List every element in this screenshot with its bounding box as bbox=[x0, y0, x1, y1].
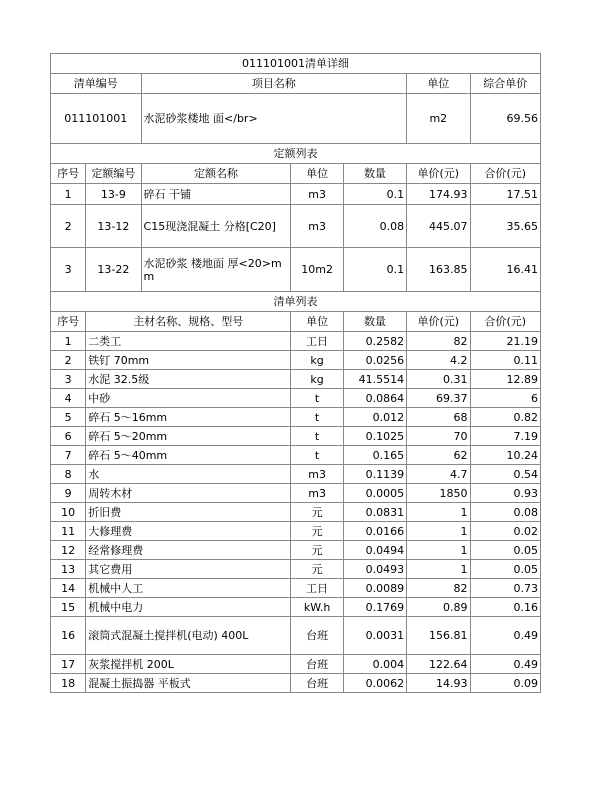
material-no: 3 bbox=[51, 370, 86, 389]
material-row bbox=[51, 598, 541, 617]
quota-unit: m3 bbox=[291, 205, 343, 248]
material-row bbox=[51, 503, 541, 522]
header-unit: 单位 bbox=[407, 74, 470, 94]
quota-header-no: 序号 bbox=[51, 164, 86, 184]
material-name: 机械中人工 bbox=[86, 579, 291, 598]
material-price: 156.81 bbox=[407, 617, 470, 655]
material-no: 13 bbox=[51, 560, 86, 579]
material-header-qty: 数量 bbox=[343, 312, 406, 332]
quota-code: 13-12 bbox=[86, 205, 141, 248]
quota-price: 445.07 bbox=[407, 205, 470, 248]
material-price: 4.7 bbox=[407, 465, 470, 484]
main-name: 水泥砂浆楼地 面</br> bbox=[141, 94, 407, 144]
material-no: 18 bbox=[51, 674, 86, 693]
material-price: 82 bbox=[407, 579, 470, 598]
material-qty: 41.5514 bbox=[343, 370, 406, 389]
quota-header-qty: 数量 bbox=[343, 164, 406, 184]
material-qty: 0.0031 bbox=[343, 617, 406, 655]
material-qty: 0.0062 bbox=[343, 674, 406, 693]
material-total: 10.24 bbox=[470, 446, 541, 465]
quota-row bbox=[51, 184, 541, 205]
material-no: 10 bbox=[51, 503, 86, 522]
material-row bbox=[51, 579, 541, 598]
material-header-no: 序号 bbox=[51, 312, 86, 332]
material-total: 0.16 bbox=[470, 598, 541, 617]
material-unit: m3 bbox=[291, 484, 343, 503]
material-price: 69.37 bbox=[407, 389, 470, 408]
material-section-title-row bbox=[51, 292, 541, 312]
material-total: 0.49 bbox=[470, 617, 541, 655]
material-no: 2 bbox=[51, 351, 86, 370]
quota-header-unit: 单位 bbox=[291, 164, 343, 184]
material-no: 15 bbox=[51, 598, 86, 617]
quota-header-name: 定额名称 bbox=[141, 164, 291, 184]
quota-row bbox=[51, 205, 541, 248]
material-total: 0.73 bbox=[470, 579, 541, 598]
material-no: 11 bbox=[51, 522, 86, 541]
material-price: 0.31 bbox=[407, 370, 470, 389]
material-qty: 0.0864 bbox=[343, 389, 406, 408]
material-header-price: 单价(元) bbox=[407, 312, 470, 332]
material-price: 0.89 bbox=[407, 598, 470, 617]
material-total: 0.93 bbox=[470, 484, 541, 503]
material-header-name: 主材名称、规格、型号 bbox=[86, 312, 291, 332]
detail-table bbox=[50, 53, 541, 693]
material-price: 14.93 bbox=[407, 674, 470, 693]
material-total: 0.11 bbox=[470, 351, 541, 370]
header-price: 综合单价 bbox=[470, 74, 541, 94]
material-header-total: 合价(元) bbox=[470, 312, 541, 332]
material-total: 7.19 bbox=[470, 427, 541, 446]
quota-price: 163.85 bbox=[407, 248, 470, 292]
quota-price: 174.93 bbox=[407, 184, 470, 205]
material-total: 0.05 bbox=[470, 560, 541, 579]
material-no: 6 bbox=[51, 427, 86, 446]
material-price: 62 bbox=[407, 446, 470, 465]
material-unit: 台班 bbox=[291, 674, 343, 693]
material-no: 1 bbox=[51, 332, 86, 351]
title-row bbox=[51, 54, 541, 74]
material-row bbox=[51, 655, 541, 674]
quota-qty: 0.1 bbox=[343, 248, 406, 292]
material-unit: 台班 bbox=[291, 617, 343, 655]
quota-total: 16.41 bbox=[470, 248, 541, 292]
material-name: 碎石 5～16mm bbox=[86, 408, 291, 427]
material-no: 14 bbox=[51, 579, 86, 598]
material-unit: t bbox=[291, 427, 343, 446]
material-unit: t bbox=[291, 408, 343, 427]
material-no: 4 bbox=[51, 389, 86, 408]
material-no: 16 bbox=[51, 617, 86, 655]
material-total: 0.09 bbox=[470, 674, 541, 693]
material-name: 滚筒式混凝土搅拌机(电动) 400L bbox=[86, 617, 291, 655]
material-total: 0.02 bbox=[470, 522, 541, 541]
material-section-title: 清单列表 bbox=[51, 292, 541, 312]
material-name: 周转木材 bbox=[86, 484, 291, 503]
material-unit: kg bbox=[291, 351, 343, 370]
material-price: 4.2 bbox=[407, 351, 470, 370]
material-unit: t bbox=[291, 389, 343, 408]
material-no: 17 bbox=[51, 655, 86, 674]
material-row bbox=[51, 446, 541, 465]
quota-total: 17.51 bbox=[470, 184, 541, 205]
material-qty: 0.165 bbox=[343, 446, 406, 465]
material-price: 82 bbox=[407, 332, 470, 351]
material-qty: 0.1139 bbox=[343, 465, 406, 484]
material-name: 水泥 32.5级 bbox=[86, 370, 291, 389]
material-unit: 元 bbox=[291, 503, 343, 522]
material-name: 经常修理费 bbox=[86, 541, 291, 560]
material-price: 1 bbox=[407, 522, 470, 541]
material-unit: m3 bbox=[291, 465, 343, 484]
quota-total: 35.65 bbox=[470, 205, 541, 248]
main-header-row bbox=[51, 74, 541, 94]
material-qty: 0.0831 bbox=[343, 503, 406, 522]
quota-qty: 0.08 bbox=[343, 205, 406, 248]
quota-section-title-row bbox=[51, 144, 541, 164]
material-unit: 元 bbox=[291, 541, 343, 560]
material-qty: 0.1769 bbox=[343, 598, 406, 617]
material-qty: 0.012 bbox=[343, 408, 406, 427]
main-price: 69.56 bbox=[470, 94, 541, 144]
material-row bbox=[51, 617, 541, 655]
material-name: 机械中电力 bbox=[86, 598, 291, 617]
material-total: 21.19 bbox=[470, 332, 541, 351]
material-no: 7 bbox=[51, 446, 86, 465]
header-name: 项目名称 bbox=[141, 74, 407, 94]
material-qty: 0.1025 bbox=[343, 427, 406, 446]
material-no: 8 bbox=[51, 465, 86, 484]
material-price: 122.64 bbox=[407, 655, 470, 674]
material-row bbox=[51, 351, 541, 370]
material-total: 0.82 bbox=[470, 408, 541, 427]
material-name: 水 bbox=[86, 465, 291, 484]
quota-unit: 10m2 bbox=[291, 248, 343, 292]
material-name: 混凝土振捣器 平板式 bbox=[86, 674, 291, 693]
material-price: 68 bbox=[407, 408, 470, 427]
quota-unit: m3 bbox=[291, 184, 343, 205]
material-unit: kW.h bbox=[291, 598, 343, 617]
material-qty: 0.0089 bbox=[343, 579, 406, 598]
material-unit: 工日 bbox=[291, 579, 343, 598]
quota-name: 水泥砂浆 楼地面 厚<20>mm bbox=[141, 248, 291, 292]
main-code: 011101001 bbox=[51, 94, 142, 144]
quota-no: 3 bbox=[51, 248, 86, 292]
material-qty: 0.0256 bbox=[343, 351, 406, 370]
material-unit: t bbox=[291, 446, 343, 465]
material-total: 6 bbox=[470, 389, 541, 408]
quota-row bbox=[51, 248, 541, 292]
material-price: 1 bbox=[407, 541, 470, 560]
material-row bbox=[51, 370, 541, 389]
material-name: 碎石 5～20mm bbox=[86, 427, 291, 446]
material-name: 二类工 bbox=[86, 332, 291, 351]
quota-header-code: 定额编号 bbox=[86, 164, 141, 184]
material-unit: kg bbox=[291, 370, 343, 389]
material-header-unit: 单位 bbox=[291, 312, 343, 332]
material-unit: 元 bbox=[291, 560, 343, 579]
material-unit: 台班 bbox=[291, 655, 343, 674]
material-no: 9 bbox=[51, 484, 86, 503]
quota-name: C15现浇混凝土 分格[C20] bbox=[141, 205, 291, 248]
material-total: 0.49 bbox=[470, 655, 541, 674]
quota-header-price: 单价(元) bbox=[407, 164, 470, 184]
sheet-title: 011101001清单详细 bbox=[51, 54, 541, 74]
quota-no: 2 bbox=[51, 205, 86, 248]
material-name: 碎石 5～40mm bbox=[86, 446, 291, 465]
material-row bbox=[51, 674, 541, 693]
material-price: 1 bbox=[407, 503, 470, 522]
material-name: 其它费用 bbox=[86, 560, 291, 579]
material-qty: 0.0494 bbox=[343, 541, 406, 560]
material-total: 0.05 bbox=[470, 541, 541, 560]
quota-no: 1 bbox=[51, 184, 86, 205]
detail-sheet bbox=[50, 53, 541, 693]
quota-header-total: 合价(元) bbox=[470, 164, 541, 184]
material-price: 1850 bbox=[407, 484, 470, 503]
material-no: 12 bbox=[51, 541, 86, 560]
material-qty: 0.0005 bbox=[343, 484, 406, 503]
material-no: 5 bbox=[51, 408, 86, 427]
material-name: 中砂 bbox=[86, 389, 291, 408]
material-qty: 0.0166 bbox=[343, 522, 406, 541]
material-name: 灰浆搅拌机 200L bbox=[86, 655, 291, 674]
quota-code: 13-9 bbox=[86, 184, 141, 205]
material-row bbox=[51, 465, 541, 484]
material-row bbox=[51, 332, 541, 351]
material-row bbox=[51, 484, 541, 503]
material-row bbox=[51, 541, 541, 560]
material-total: 12.89 bbox=[470, 370, 541, 389]
material-row bbox=[51, 389, 541, 408]
material-unit: 元 bbox=[291, 522, 343, 541]
material-row bbox=[51, 408, 541, 427]
material-unit: 工日 bbox=[291, 332, 343, 351]
material-qty: 0.004 bbox=[343, 655, 406, 674]
material-name: 铁钉 70mm bbox=[86, 351, 291, 370]
material-row bbox=[51, 522, 541, 541]
quota-code: 13-22 bbox=[86, 248, 141, 292]
material-price: 1 bbox=[407, 560, 470, 579]
quota-header-row bbox=[51, 164, 541, 184]
material-total: 0.08 bbox=[470, 503, 541, 522]
header-code: 清单编号 bbox=[51, 74, 142, 94]
material-row bbox=[51, 427, 541, 446]
main-unit: m2 bbox=[407, 94, 470, 144]
material-name: 折旧费 bbox=[86, 503, 291, 522]
material-qty: 0.0493 bbox=[343, 560, 406, 579]
quota-name: 碎石 干铺 bbox=[141, 184, 291, 205]
material-header-row bbox=[51, 312, 541, 332]
material-total: 0.54 bbox=[470, 465, 541, 484]
material-row bbox=[51, 560, 541, 579]
main-row bbox=[51, 94, 541, 144]
material-price: 70 bbox=[407, 427, 470, 446]
material-qty: 0.2582 bbox=[343, 332, 406, 351]
quota-section-title: 定额列表 bbox=[51, 144, 541, 164]
material-name: 大修理费 bbox=[86, 522, 291, 541]
quota-qty: 0.1 bbox=[343, 184, 406, 205]
